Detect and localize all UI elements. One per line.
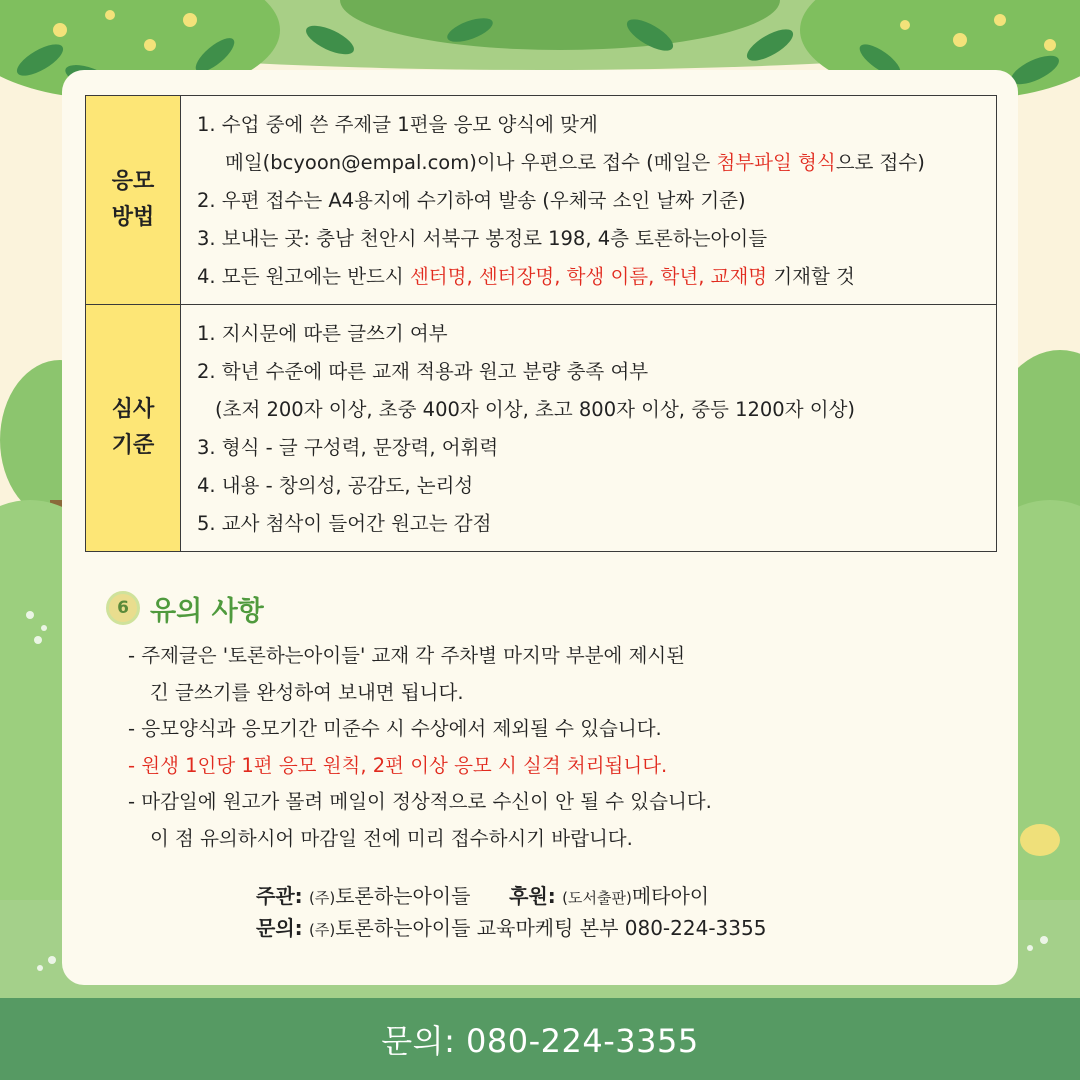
rule-line: 4. 내용 - 창의성, 공감도, 논리성	[197, 474, 474, 497]
rule-line: 1. 수업 중에 쓴 주제글 1편을 응모 양식에 맞게	[197, 113, 598, 136]
host-name: 토론하는아이들	[335, 884, 471, 908]
notes-heading: 유의 사항	[150, 595, 264, 627]
section-heading	[86, 305, 181, 552]
section-body	[181, 96, 997, 305]
note-line: 긴 글쓰기를 완성하여 보내면 됩니다.	[150, 680, 464, 704]
note-line: - 응모양식과 응모기간 미준수 시 수상에서 제외될 수 있습니다.	[128, 717, 662, 740]
rule-line: 4. 모든 원고에는 반드시 센터명, 센터장명, 학생 이름, 학년, 교재명 기재할 것	[197, 265, 855, 288]
host-prefix: (주)	[309, 889, 336, 907]
sponsor-label: 후원:	[509, 884, 556, 908]
credits	[256, 880, 766, 944]
rules-table	[85, 95, 997, 552]
contact-prefix: (주)	[309, 921, 336, 939]
section-body	[181, 305, 997, 552]
rule-line: 5. 교사 첨삭이 들어간 원고는 감점	[197, 512, 492, 535]
rule-line: 메일(bcyoon@empal.com)이나 우편으로 접수 (메일은 첨부파일 형식으로 접수)	[225, 151, 925, 174]
rule-line: (초저 200자 이상, 초중 400자 이상, 초고 800자 이상, 중등 1200자 이상)	[215, 398, 856, 421]
footer-contact-bar: 문의: 080-224-3355	[0, 998, 1080, 1080]
notes-title	[106, 588, 264, 628]
sponsor-name: 메타아이	[631, 884, 710, 908]
credits-organizers	[256, 880, 766, 912]
note-line-warning: - 원생 1인당 1편 응모 원칙, 2편 이상 응모 시 실격 처리됩니다.	[128, 753, 668, 777]
rule-line: 3. 보내는 곳: 충남 천안시 서북구 봉정로 198, 4층 토론하는아이들	[197, 227, 768, 250]
contact-value: 토론하는아이들 교육마케팅 본부 080-224-3355	[335, 916, 767, 940]
contact-label: 문의:	[256, 916, 303, 940]
note-line: - 주제글은 '토론하는아이들' 교재 각 주차별 마지막 부분에 제시된	[128, 644, 686, 667]
section-heading-line: 심사	[111, 397, 155, 422]
section-number-badge: 6	[106, 591, 140, 625]
rule-line: 3. 형식 - 글 구성력, 문장력, 어휘력	[197, 436, 499, 459]
section-heading-line: 방법	[111, 205, 155, 230]
note-line: - 마감일에 원고가 몰려 메일이 정상적으로 수신이 안 될 수 있습니다.	[128, 790, 712, 813]
section-heading	[86, 96, 181, 305]
credits-contact	[256, 912, 766, 944]
rule-line: 2. 학년 수준에 따른 교재 적용과 원고 분량 충족 여부	[197, 360, 649, 383]
notes-list	[128, 638, 712, 857]
rule-line: 2. 우편 접수는 A4용지에 수기하여 발송 (우체국 소인 날짜 기준)	[197, 189, 746, 212]
section-heading-line: 응모	[111, 169, 155, 194]
note-line: 이 점 유의하시어 마감일 전에 미리 접수하시기 바랍니다.	[150, 826, 633, 850]
sponsor-prefix: (도서출판)	[562, 889, 632, 907]
section-application-method	[86, 96, 997, 305]
section-heading-line: 기준	[111, 433, 155, 458]
rule-line: 1. 지시문에 따른 글쓰기 여부	[197, 322, 448, 345]
host-label: 주관:	[256, 884, 303, 908]
section-judging-criteria	[86, 305, 997, 552]
content-card	[62, 70, 1018, 985]
